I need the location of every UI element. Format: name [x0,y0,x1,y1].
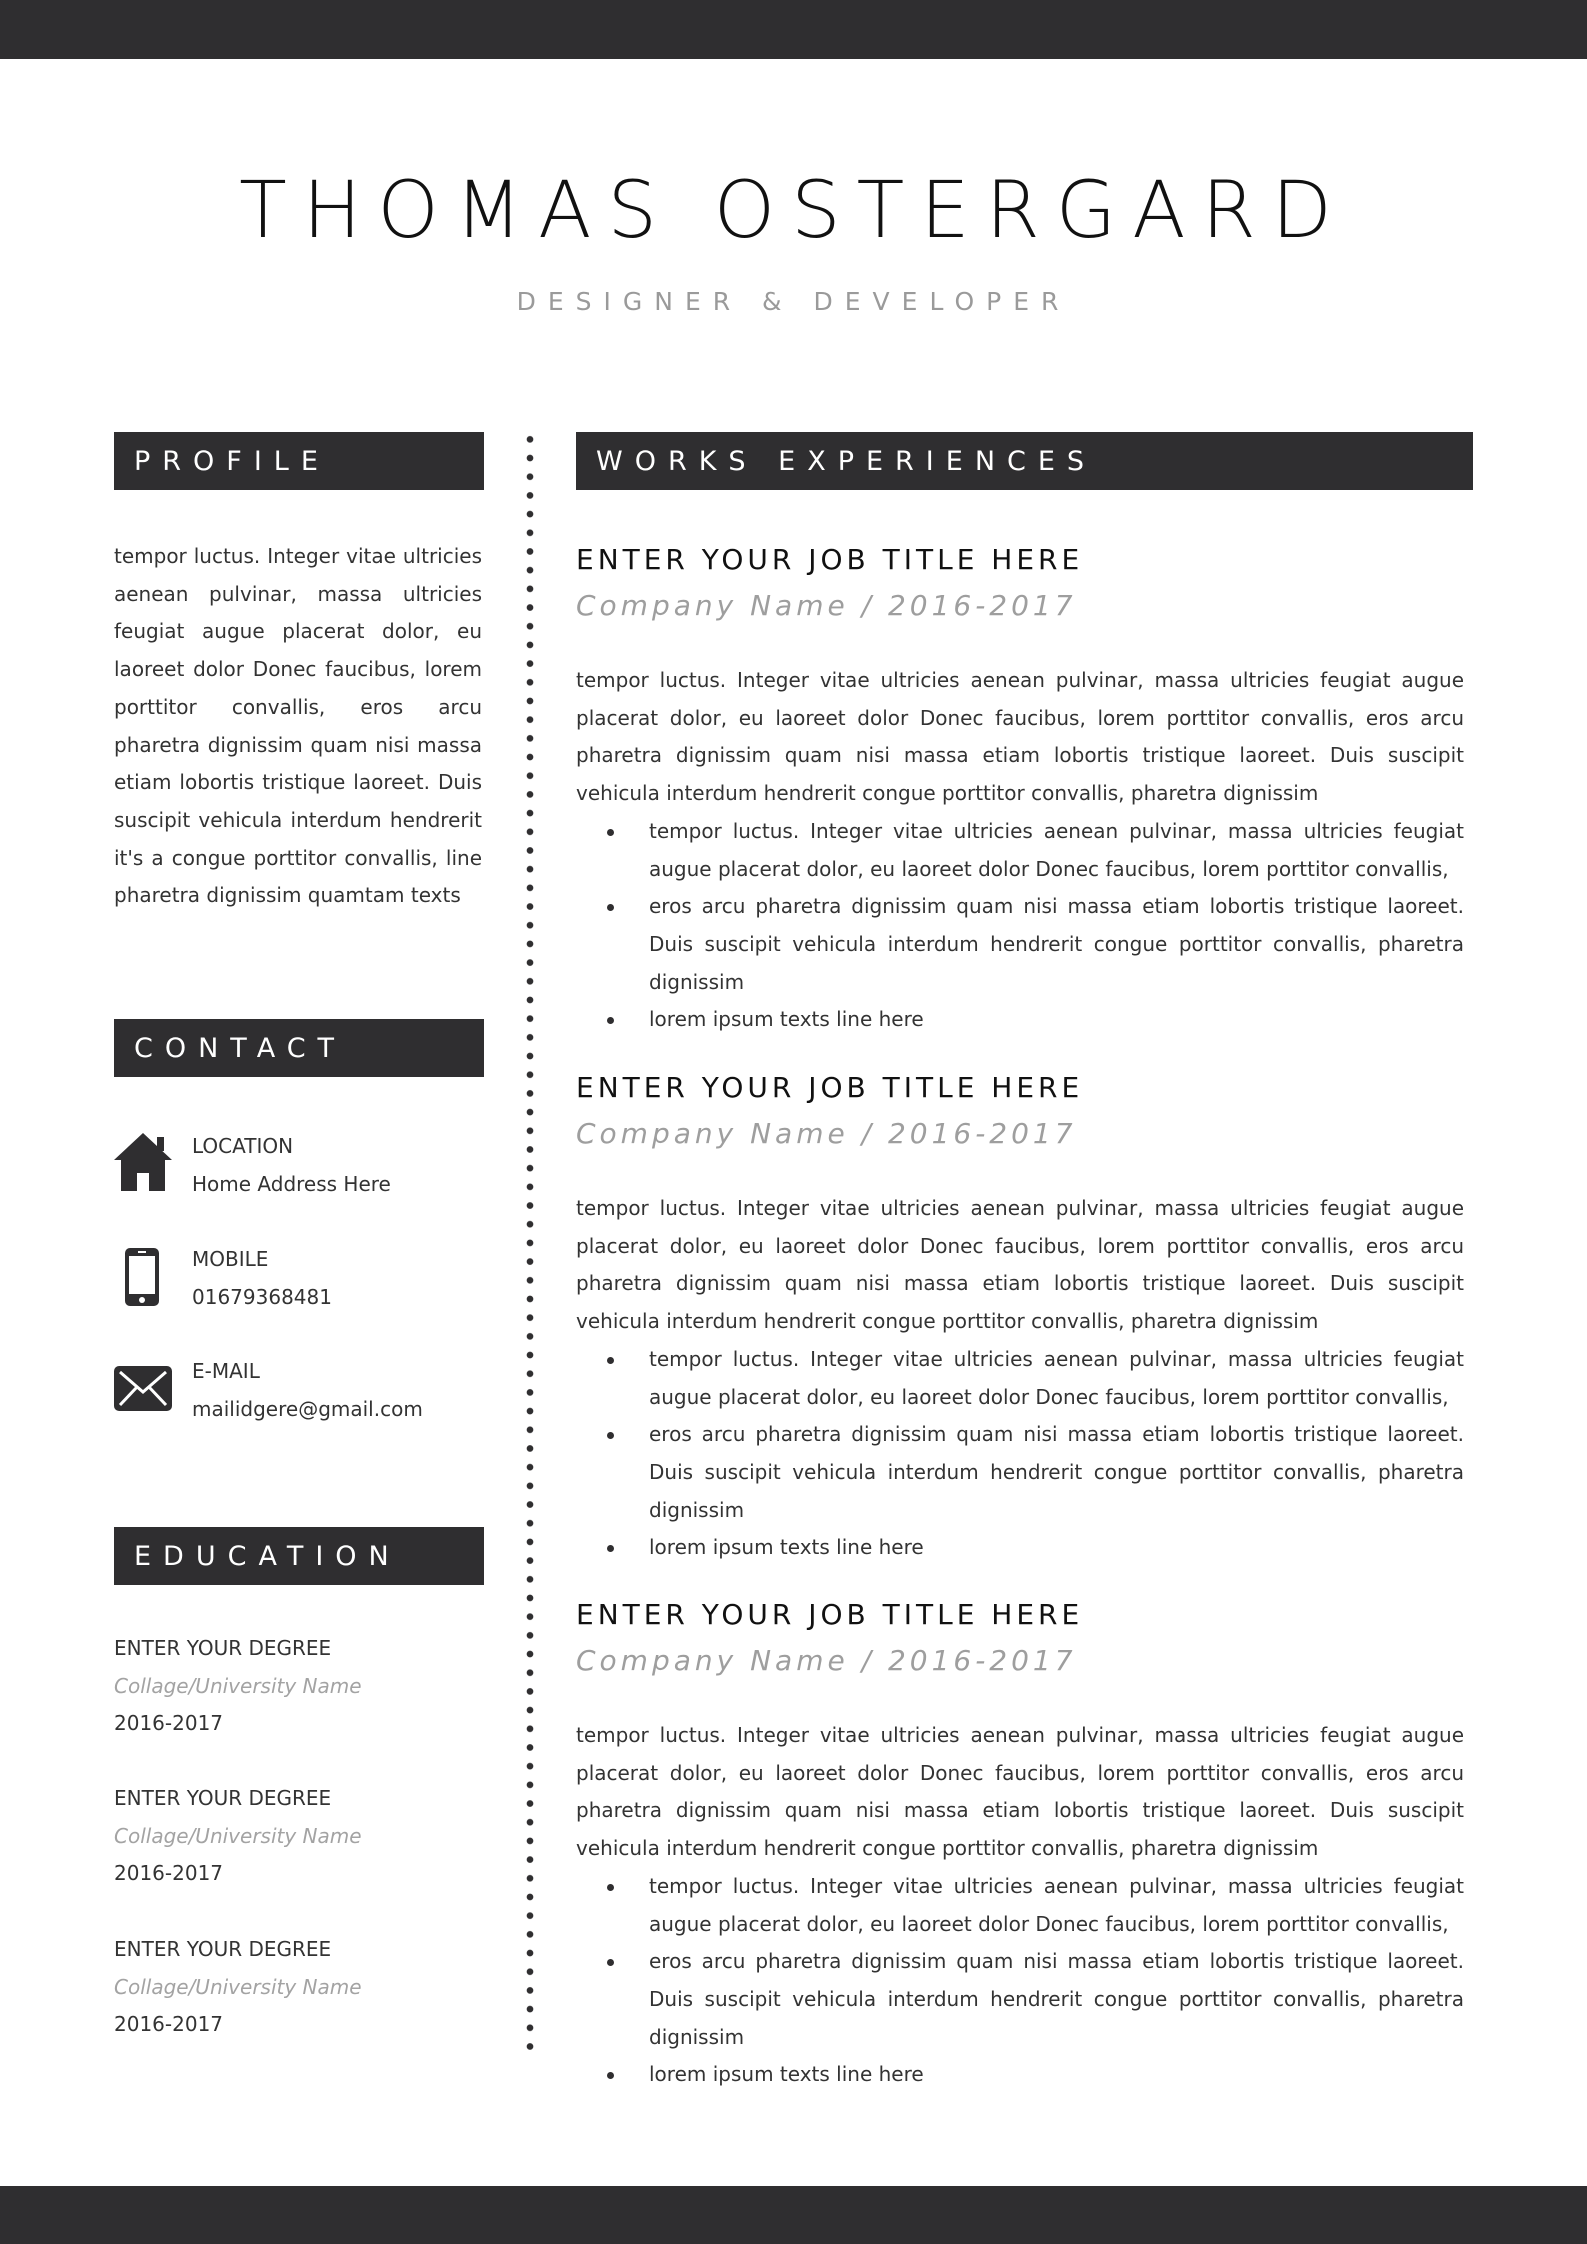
experience-heading: WORKS EXPERIENCES [576,432,1473,490]
dotted-divider [525,430,535,2058]
education-year: 2016-2017 [114,1861,224,1885]
education-item [114,1785,484,1886]
envelope-icon [114,1358,174,1420]
education-item [114,1936,484,2037]
education-school: Collage/University Name [114,1824,362,1848]
bullet-text: eros arcu pharetra dignissim quam nisi massa etiam lobortis tristique laoreet. Duis suscipit vehicula interdum hendrerit congue porttitor convallis, pharetra dignissim [649,894,1464,994]
contact-heading: CONTACT [114,1019,484,1077]
contact-mobile [114,1246,494,1326]
contact-value: Home Address Here [192,1172,391,1196]
contact-location [114,1133,494,1213]
education-school: Collage/University Name [114,1975,362,1999]
bullet-text: lorem ipsum texts line here [649,1535,924,1560]
candidate-name: THOMAS OSTERGARD [239,166,1348,256]
bullet-text: eros arcu pharetra dignissim quam nisi massa etiam lobortis tristique laoreet. Duis suscipit vehicula interdum hendrerit congue porttitor convallis, pharetra dignissim [649,1949,1464,2049]
bullet-icon [607,1432,614,1439]
bullet-text: eros arcu pharetra dignissim quam nisi massa etiam lobortis tristique laoreet. Duis suscipit vehicula interdum hendrerit congue porttitor convallis, pharetra dignissim [649,1422,1464,1522]
education-year: 2016-2017 [114,1711,224,1735]
list-item [649,888,1464,1001]
bullet-icon [607,2072,614,2079]
job-title: ENTER YOUR JOB TITLE HERE [576,543,1084,576]
bullet-text: lorem ipsum texts line here [649,1007,924,1032]
bullet-icon [607,1357,614,1364]
job-bullets [576,1341,1464,1567]
job-bullets [576,813,1464,1039]
list-item [649,1341,1464,1416]
job-title: ENTER YOUR JOB TITLE HERE [576,1071,1084,1104]
contact-value: mailidgere@gmail.com [192,1397,423,1421]
education-school: Collage/University Name [114,1674,362,1698]
profile-text: tempor luctus. Integer vitae ultricies aenean pulvinar, massa ultricies feugiat augue placerat dolor, eu laoreet dolor Donec faucibus, lorem porttitor convallis, eros arcu pharetra dignissim quam nisi massa etiam lobortis tristique laoreet. Duis suscipit vehicula interdum hendrerit it's a congue porttitor convallis, line pharetra dignissim quamtam texts [114,544,482,908]
contact-email [114,1358,494,1438]
bullet-text: tempor luctus. Integer vitae ultricies aenean pulvinar, massa ultricies feugiat augue placerat dolor, eu laoreet dolor Donec faucibus, lorem porttitor convallis, [649,1346,1464,1409]
list-item [649,1529,1464,1567]
list-item [649,2056,1464,2094]
bullet-icon [607,1017,614,1024]
job-bullets [576,1868,1464,2094]
list-item [649,813,1464,888]
list-item [649,1416,1464,1529]
job-title: ENTER YOUR JOB TITLE HERE [576,1598,1084,1631]
job-entry [576,1071,1464,1567]
bullet-icon [607,1884,614,1891]
candidate-title: DESIGNER & DEVELOPER [516,287,1071,316]
mobile-phone-icon [114,1246,174,1308]
education-item [114,1635,484,1736]
job-entry [576,543,1464,1039]
contact-label: MOBILE [192,1247,269,1271]
list-item [649,1943,1464,2056]
contact-label: E-MAIL [192,1359,260,1383]
job-company: Company Name / 2016-2017 [576,589,1077,622]
contact-value: 01679368481 [192,1285,332,1309]
job-description: tempor luctus. Integer vitae ultricies aenean pulvinar, massa ultricies feugiat augue placerat dolor, eu laoreet dolor Donec faucibus, lorem porttitor convallis, eros arcu pharetra dignissim quam nisi massa etiam lobortis tristique laoreet. Duis suscipit vehicula interdum hendrerit congue porttitor convallis, pharetra dignissim [576,1723,1464,1861]
bullet-icon [607,904,614,911]
education-year: 2016-2017 [114,2012,224,2036]
education-heading: EDUCATION [114,1527,484,1585]
profile-heading: PROFILE [114,432,484,490]
home-icon [114,1133,174,1195]
job-entry [576,1598,1464,2094]
bullet-icon [607,1545,614,1552]
bullet-icon [607,829,614,836]
education-degree: ENTER YOUR DEGREE [114,1786,332,1810]
list-item [649,1001,1464,1039]
contact-label: LOCATION [192,1134,294,1158]
top-band [0,0,1587,59]
bullet-text: lorem ipsum texts line here [649,2062,924,2087]
list-item [649,1868,1464,1943]
job-company: Company Name / 2016-2017 [576,1117,1077,1150]
bullet-text: tempor luctus. Integer vitae ultricies aenean pulvinar, massa ultricies feugiat augue placerat dolor, eu laoreet dolor Donec faucibus, lorem porttitor convallis, [649,1873,1464,1936]
education-degree: ENTER YOUR DEGREE [114,1636,332,1660]
job-company: Company Name / 2016-2017 [576,1644,1077,1677]
bullet-icon [607,1959,614,1966]
bullet-text: tempor luctus. Integer vitae ultricies aenean pulvinar, massa ultricies feugiat augue placerat dolor, eu laoreet dolor Donec faucibus, lorem porttitor convallis, [649,818,1464,881]
education-degree: ENTER YOUR DEGREE [114,1937,332,1961]
job-description: tempor luctus. Integer vitae ultricies aenean pulvinar, massa ultricies feugiat augue placerat dolor, eu laoreet dolor Donec faucibus, lorem porttitor convallis, eros arcu pharetra dignissim quam nisi massa etiam lobortis tristique laoreet. Duis suscipit vehicula interdum hendrerit congue porttitor convallis, pharetra dignissim [576,668,1464,806]
bottom-band [0,2186,1587,2244]
job-description: tempor luctus. Integer vitae ultricies aenean pulvinar, massa ultricies feugiat augue placerat dolor, eu laoreet dolor Donec faucibus, lorem porttitor convallis, eros arcu pharetra dignissim quam nisi massa etiam lobortis tristique laoreet. Duis suscipit vehicula interdum hendrerit congue porttitor convallis, pharetra dignissim [576,1196,1464,1334]
